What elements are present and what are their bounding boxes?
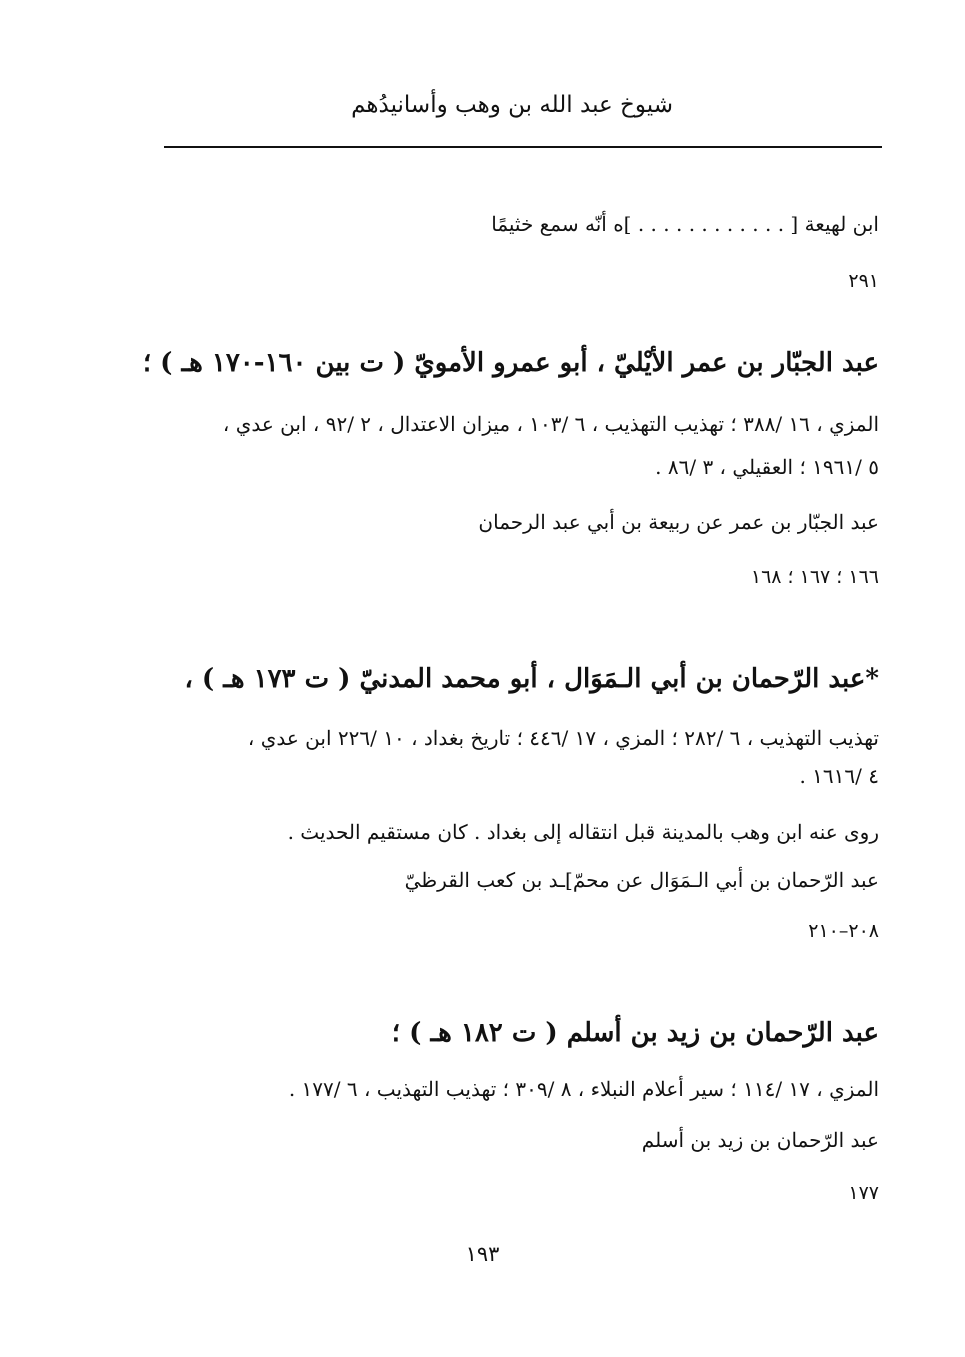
chain-line: عبد الرّحمان بن زيد بن أسلم: [641, 1128, 879, 1152]
number-line: ١٦٦ ؛ ١٦٧ ؛ ١٦٨: [750, 566, 879, 588]
references-line: تهذيب التهذيب ، ٦ /٢٨٢ ؛ المزي ، ١٧ /٤٤٦ ؛ تاريخ بغداد ، ١٠ /٢٢٦ ابن عدي ،: [247, 726, 879, 750]
number-line: ١٧٧: [848, 1182, 879, 1204]
entry-heading: عبد الجبّار بن عمر الأيْليّ ، أبو عمرو الأمويّ ( ت بين ١٦٠-١٧٠ هـ ) ؛: [142, 348, 879, 378]
running-header: شيوخ عبد الله بن وهب وأسانيدُهم: [351, 92, 673, 118]
references-line: ٤ /١٦١٦ .: [799, 764, 879, 788]
chain-line: عبد الرّحمان بن أبي الـمَوَال عن محمّ]ـد بن كعب القرظيّ: [404, 868, 879, 892]
references-line: المزي ، ١٦ /٣٨٨ ؛ تهذيب التهذيب ، ٦ /١٠٣ ، ميزان الاعتدال ، ٢ /٩٢ ، ابن عدي ،: [222, 412, 879, 436]
references-line: المزي ، ١٧ /١١٤ ؛ سير أعلام النبلاء ، ٨ /٣٠٩ ؛ تهذيب التهذيب ، ٦ /١٧٧ .: [288, 1077, 879, 1101]
header-divider: [164, 146, 882, 148]
page-number: ١٩٣: [465, 1242, 500, 1266]
number-line: ٢٩١: [848, 270, 879, 292]
chain-line: عبد الجبّار بن عمر عن ربيعة بن أبي عبد الرحمان: [478, 510, 879, 534]
entry-heading: عبد الرّحمان بن زيد بن أسلم ( ت ١٨٢ هـ ) ؛: [391, 1018, 879, 1048]
entry-heading: *عبد الرّحمان بن أبي الـمَوَال ، أبو محمد المدنيّ ( ت ١٧٣ هـ ) ،: [184, 664, 879, 694]
note-line: روى عنه ابن وهب بالمدينة قبل انتقاله إلى بغداد . كان مستقيم الحديث .: [287, 820, 879, 844]
number-line: ٢٠٨–٢١٠: [808, 920, 879, 942]
references-line: ٥ /١٩٦١ ؛ العقيلي ، ٣ /٨٦ .: [655, 455, 879, 479]
text-line: ابن لهيعة [ . . . . . . . . . . . . ]ه أنّه سمع خثيمًا: [491, 212, 879, 236]
